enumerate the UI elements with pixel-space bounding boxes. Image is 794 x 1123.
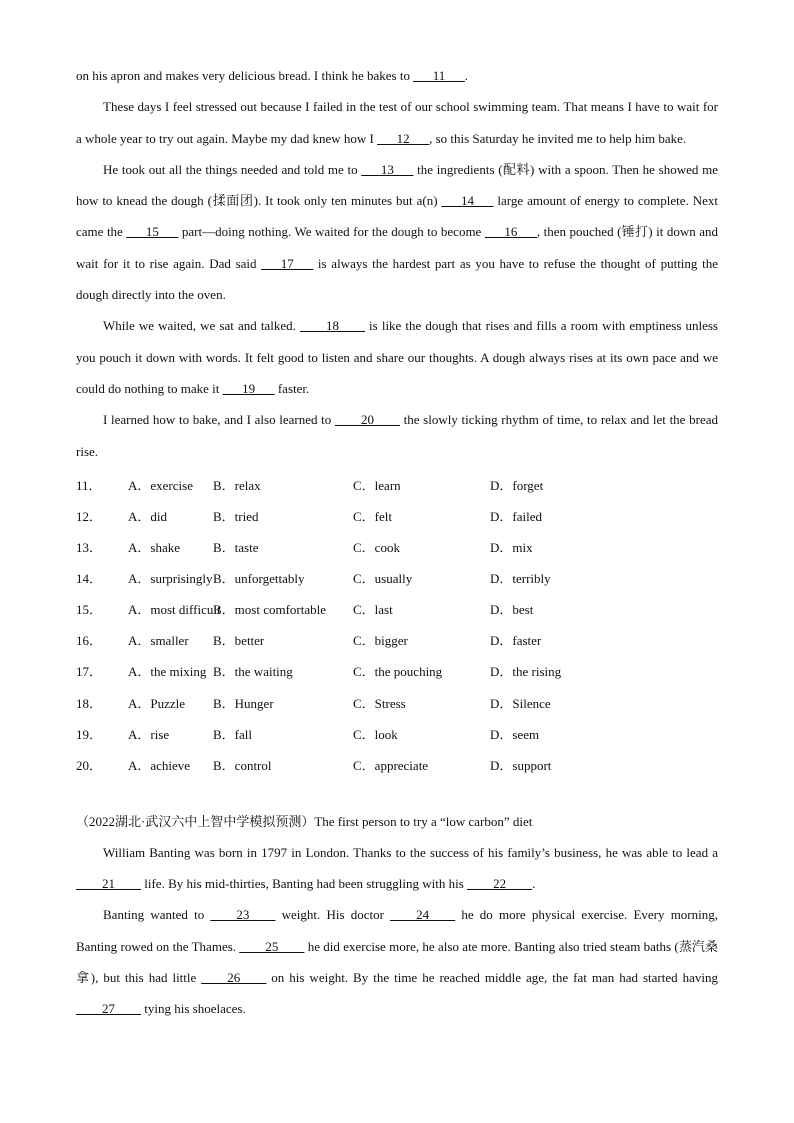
option-row [76, 500, 718, 531]
text-segment: faster. [274, 380, 310, 396]
option-d[interactable]: D．best [490, 602, 534, 618]
option-row [76, 531, 718, 562]
answer-blank: ___13___ [361, 161, 414, 177]
option-row [76, 749, 718, 780]
option-c[interactable]: C．bigger [353, 633, 408, 649]
text-segment: William Banting was born in 1797 in London. Thanks to the success of his family’s business, he was able to lead a [103, 844, 718, 860]
option-row [76, 562, 718, 593]
option-b[interactable]: B．the waiting [213, 664, 293, 680]
option-a[interactable]: A．smaller [128, 633, 189, 649]
text-segment: . [532, 876, 536, 892]
text-segment: Banting wanted to [103, 907, 211, 923]
answer-blank: ___17___ [261, 255, 314, 271]
option-b[interactable]: B．relax [213, 477, 261, 493]
answer-blank: ____23____ [210, 907, 276, 923]
answer-blank: ___14___ [441, 193, 494, 209]
option-a[interactable]: A．achieve [128, 757, 191, 773]
answer-blank: ___11___ [413, 68, 465, 83]
option-b[interactable]: B．Hunger [213, 695, 274, 711]
paragraph [76, 60, 718, 91]
option-b[interactable]: B．better [213, 633, 265, 649]
option-a[interactable]: A．most difficult [128, 602, 221, 618]
paragraph [76, 837, 718, 900]
option-d[interactable]: D．terribly [490, 571, 551, 587]
answer-blank: ___15___ [126, 224, 179, 240]
text-segment: he do more physical exercise. Every morning, Banting rowed on the Thames. [76, 907, 718, 954]
option-a[interactable]: A．shake [128, 540, 180, 556]
question-number: 17． [76, 664, 103, 680]
text-segment: These days I feel stressed out because I failed in the test of our school swimming team. That means I have to wait for a whole year to try out again. Maybe my dad knew how I [76, 99, 718, 146]
answer-blank: ____22____ [467, 876, 533, 892]
text-segment: life. By his mid-thirties, Banting had been struggling with his [141, 876, 468, 892]
option-a[interactable]: A．rise [128, 726, 170, 742]
answer-blank: ____25____ [239, 938, 305, 954]
option-d[interactable]: D．Silence [490, 695, 551, 711]
option-d[interactable]: D．the rising [490, 664, 562, 680]
option-b[interactable]: B．control [213, 757, 272, 773]
text-segment: , then pouched (锤打) it down and wait for it to rise again. Dad said [76, 224, 719, 271]
option-row [76, 655, 718, 686]
option-a[interactable]: A．exercise [128, 477, 193, 493]
text-segment: tying his shoelaces. [141, 1001, 246, 1017]
question-number: 12． [76, 509, 103, 524]
answer-blank: ___12___ [377, 130, 430, 146]
answer-blank: ____24____ [390, 907, 456, 923]
option-b[interactable]: B．fall [213, 726, 252, 742]
passage-1 [76, 60, 718, 467]
text-segment: is always the hardest part as you have to refuse the thought of putting the dough directly into the oven. [76, 255, 718, 303]
option-b[interactable]: B．tried [213, 509, 259, 524]
answer-blank: ____21____ [76, 876, 141, 892]
option-c[interactable]: C．look [353, 726, 398, 742]
text-segment: . [464, 68, 468, 83]
option-d[interactable]: D．faster [490, 633, 542, 649]
text-segment: the slowly ticking rhythm of time, to relax and let the bread rise. [76, 412, 718, 459]
text-segment: the ingredients (配料) with a spoon. Then he showed me how to knead the dough (揉面团). It took only ten minutes but a(n) [76, 161, 718, 209]
answer-blank: ____26____ [201, 969, 267, 985]
text-segment: , so this Saturday he invited me to help him bake. [429, 130, 687, 146]
text-segment: part—doing nothing. We waited for the dough to become [178, 224, 485, 240]
worksheet-page [76, 60, 718, 1025]
option-c[interactable]: C．felt [353, 509, 392, 524]
option-a[interactable]: A．surprisingly [128, 571, 213, 587]
option-d[interactable]: D．support [490, 757, 552, 773]
answer-blank: ___19___ [222, 380, 275, 396]
option-c[interactable]: C．the pouching [353, 664, 443, 680]
text-segment: I learned how to bake, and I also learned to [103, 412, 335, 428]
option-a[interactable]: A．did [128, 509, 168, 524]
answer-blank: ___16___ [484, 224, 537, 240]
paragraph [76, 899, 718, 1024]
answer-blank: ____27____ [76, 1001, 141, 1017]
text-segment: large amount of energy to complete. Next came the [76, 193, 718, 240]
question-number: 16． [76, 633, 103, 649]
question-number: 19． [76, 726, 103, 742]
text-segment: on his apron and makes very delicious bread. I think he bakes to [76, 68, 414, 83]
option-row [76, 469, 718, 500]
option-d[interactable]: D．failed [490, 509, 542, 524]
option-row [76, 593, 718, 624]
paragraph [76, 91, 718, 154]
passage-2 [76, 837, 718, 1025]
text-segment: He took out all the things needed and told me to [103, 161, 362, 177]
answer-blank: ____18____ [299, 318, 365, 334]
text-segment: on his weight. By the time he reached middle age, the fat man had started having [266, 969, 718, 985]
option-row [76, 687, 718, 718]
question-number: 18． [76, 695, 103, 711]
option-c[interactable]: C．Stress [353, 695, 406, 711]
option-d[interactable]: D．seem [490, 726, 540, 742]
option-row [76, 624, 718, 655]
paragraph [76, 404, 718, 467]
option-c[interactable]: C．learn [353, 477, 401, 493]
answer-blank: ____20____ [334, 412, 400, 428]
option-row [76, 718, 718, 749]
paragraph [76, 310, 718, 404]
option-b[interactable]: B．taste [213, 540, 259, 556]
option-d[interactable]: D．mix [490, 540, 533, 556]
paragraph [76, 154, 718, 310]
option-c[interactable]: C．last [353, 602, 393, 618]
option-a[interactable]: A．Puzzle [128, 695, 186, 711]
section-heading: （2022湖北·武汉六中上智中学模拟预测）The first person to try a “low carbon” diet [76, 813, 533, 829]
text-segment: While we waited, we sat and talked. [103, 318, 300, 334]
option-b[interactable]: B．most comfortable [213, 602, 327, 618]
text-segment: he did exercise more, he also ate more. Banting also tried steam baths (蒸汽桑拿), but this had little [76, 938, 718, 985]
options-list [76, 469, 718, 780]
option-c[interactable]: C．cook [353, 540, 400, 556]
option-d[interactable]: D．forget [490, 477, 544, 493]
option-c[interactable]: C．appreciate [353, 757, 429, 773]
question-number: 20． [76, 757, 103, 773]
text-segment: is like the dough that rises and fills a room with emptiness unless you pouch it down with words. It felt good to listen and share our thoughts. A dough always rises at its own pace and we could do nothing to make it [76, 318, 718, 396]
question-number: 13． [76, 540, 103, 556]
text-segment: weight. His doctor [275, 907, 391, 923]
question-number: 15． [76, 602, 103, 618]
question-number: 11． [76, 477, 102, 493]
option-a[interactable]: A．the mixing [128, 664, 207, 680]
question-number: 14． [76, 571, 103, 587]
option-b[interactable]: B．unforgettably [213, 571, 305, 587]
option-c[interactable]: C．usually [353, 571, 413, 587]
